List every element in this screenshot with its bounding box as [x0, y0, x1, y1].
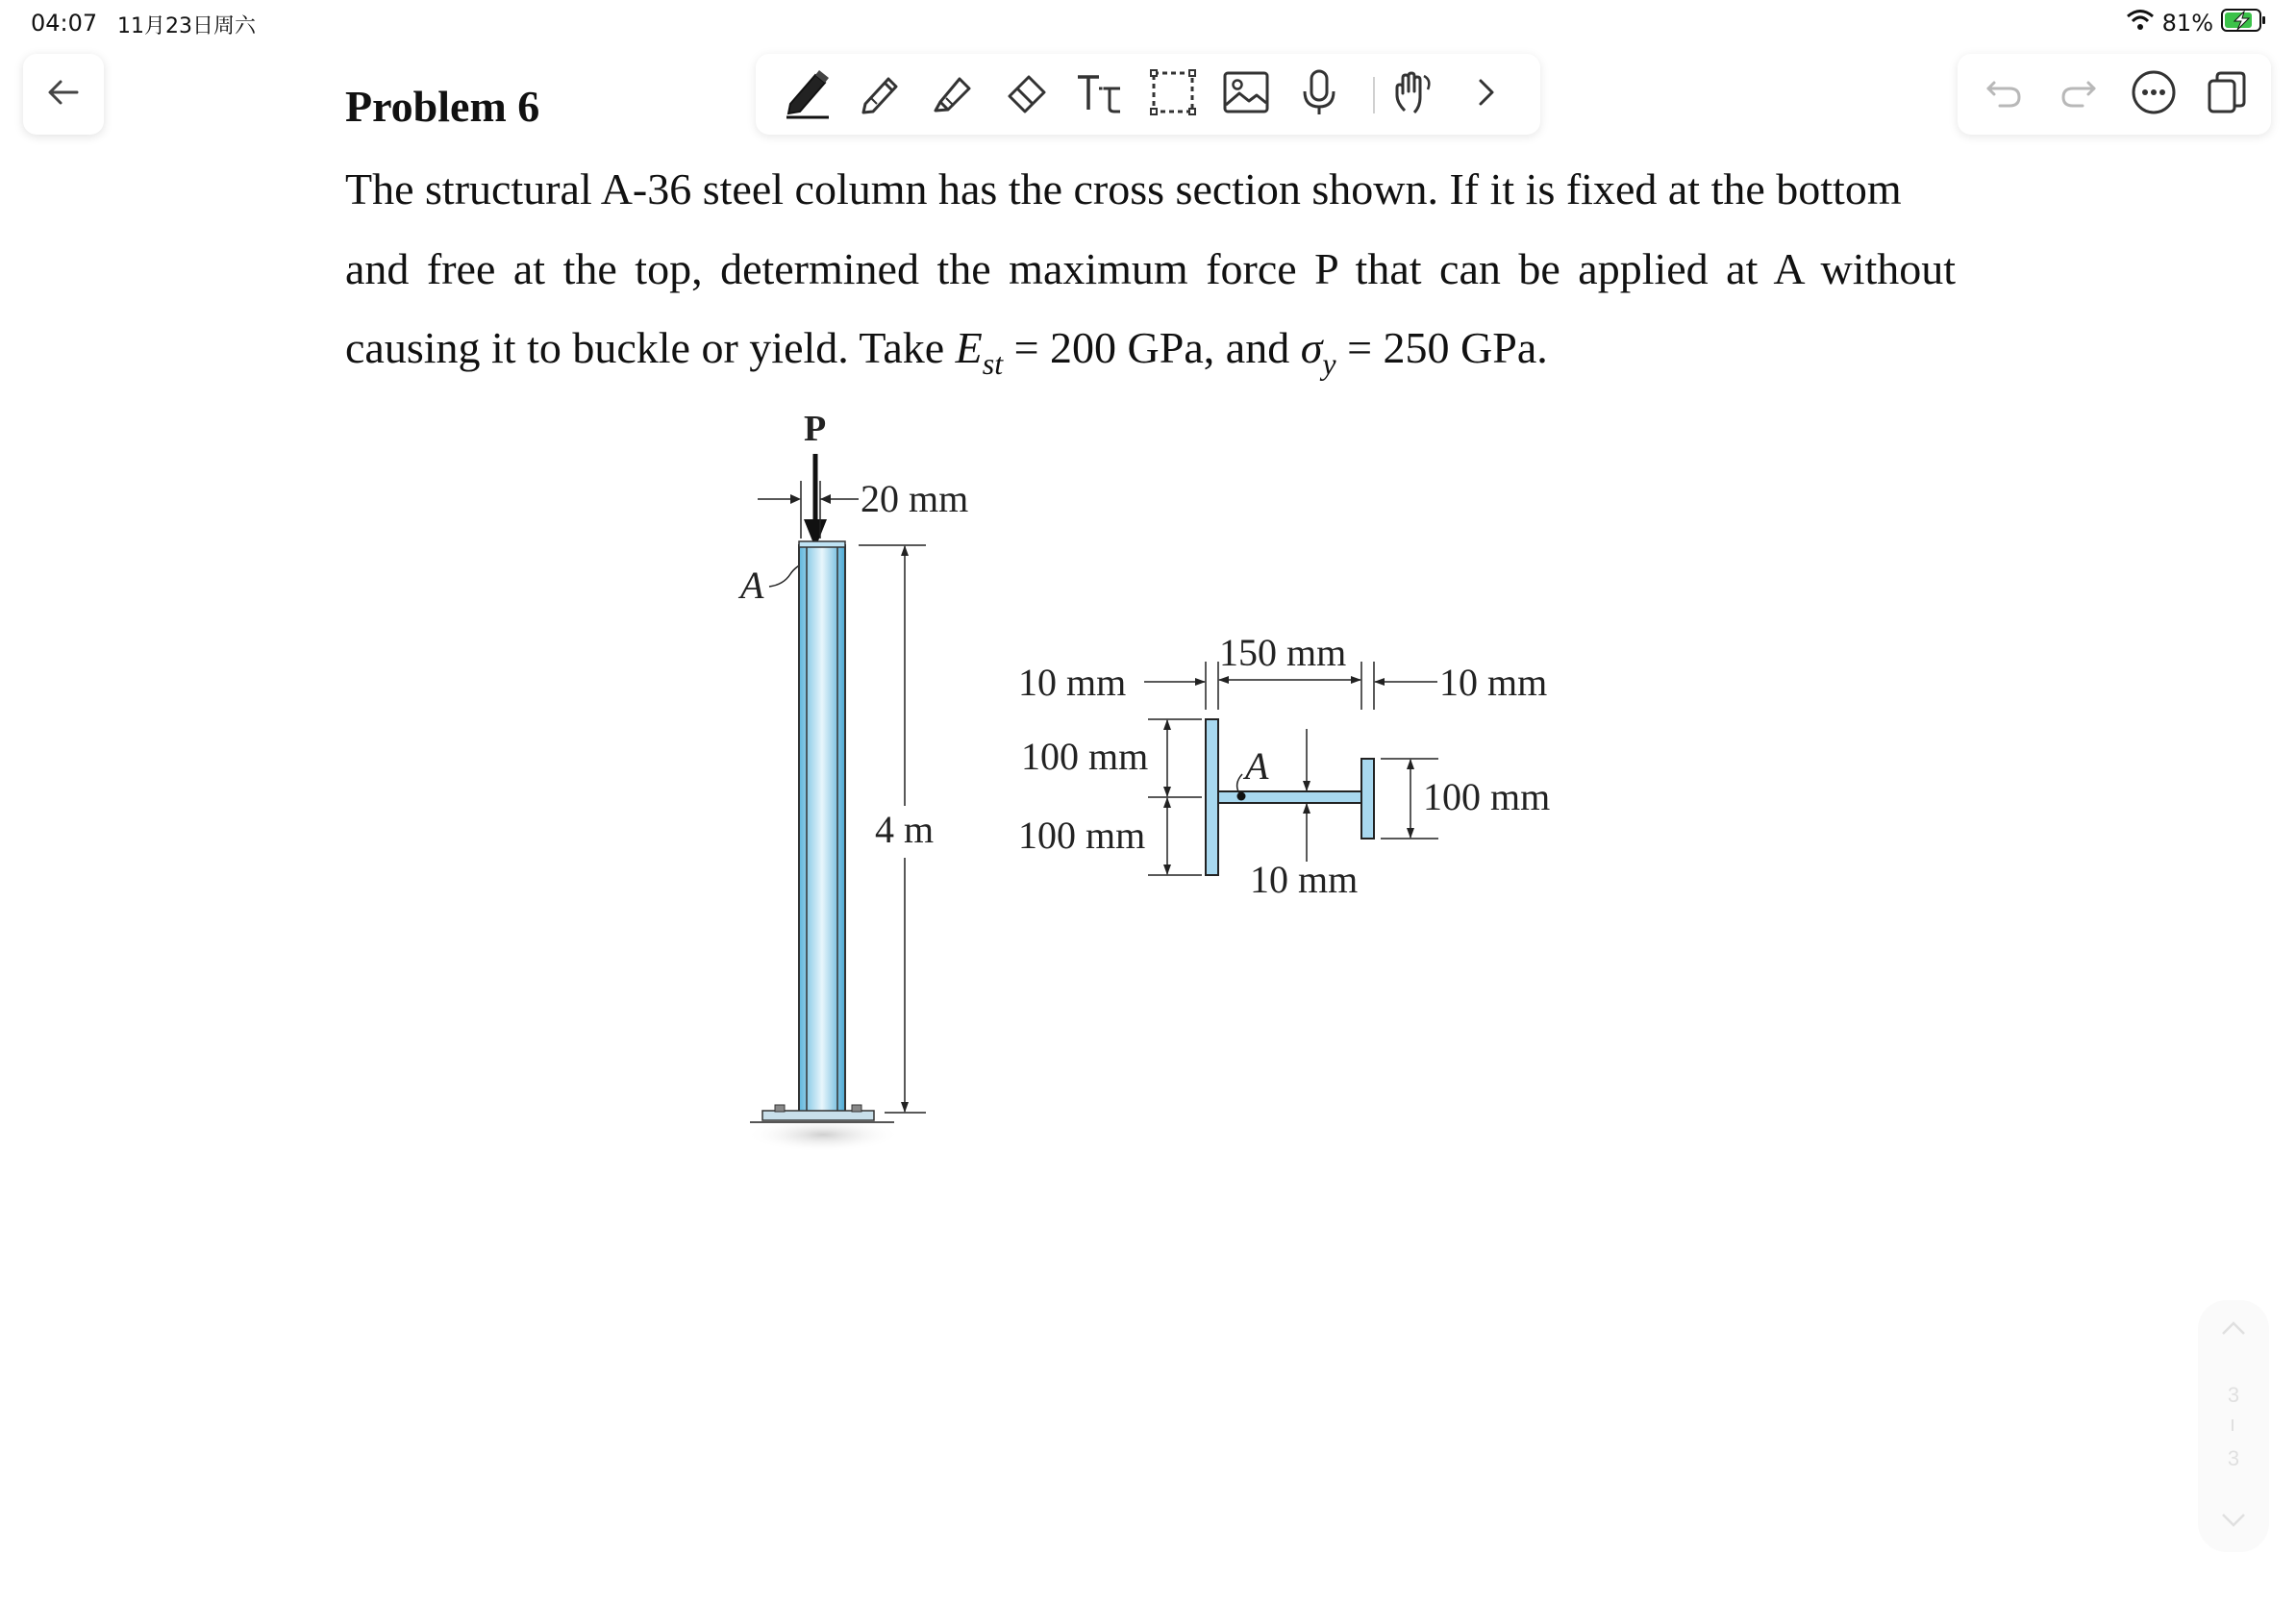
drawing-toolbar: [756, 54, 1540, 135]
web-dim-top-arrow: [1303, 781, 1310, 791]
left-thickness-label: 10 mm: [1018, 661, 1127, 704]
bolt-left: [775, 1105, 785, 1112]
equation-1: = 200 GPa, and: [1003, 323, 1301, 372]
problem-title: Problem 6: [345, 82, 540, 131]
pen-icon: [783, 65, 833, 124]
section-point-a: [1237, 792, 1246, 801]
more-options-button[interactable]: [2125, 65, 2183, 123]
undo-icon: [1984, 75, 2023, 114]
chevron-up-icon: [2219, 1324, 2248, 1341]
highlighter-tool-button[interactable]: [925, 65, 983, 123]
left-thick-arrow: [1195, 678, 1206, 686]
right-thick-arrow: [1374, 678, 1385, 686]
microphone-icon: [1300, 68, 1338, 121]
eraser-icon: [1004, 69, 1050, 120]
expand-toolbar-button[interactable]: [1458, 65, 1515, 123]
right-action-panel: [1958, 54, 2271, 135]
status-date: 11月23日周六: [117, 14, 256, 38]
right-thickness-label: 10 mm: [1439, 661, 1548, 704]
height-label: 4 m: [875, 808, 935, 851]
pencil-tool-button[interactable]: [852, 65, 910, 123]
redo-icon: [2059, 75, 2098, 114]
bolt-right: [852, 1105, 861, 1112]
web-thickness-label: 10 mm: [1250, 858, 1359, 901]
flange-width-label: 150 mm: [1219, 631, 1347, 674]
redo-button[interactable]: [2050, 65, 2108, 123]
chevron-right-icon: [1475, 75, 1498, 114]
height-arrow-bottom: [901, 1102, 909, 1113]
column-top: [799, 541, 845, 547]
toolbar-divider: [1373, 77, 1375, 113]
pages-button[interactable]: [2198, 65, 2256, 123]
lasso-select-icon: [1149, 68, 1197, 121]
page-down-button[interactable]: [2219, 1512, 2248, 1534]
page-separator: [2232, 1419, 2234, 1431]
total-pages: 3: [2227, 1446, 2240, 1470]
eraser-tool-button[interactable]: [998, 65, 1056, 123]
page-scroller[interactable]: [2198, 1300, 2269, 1552]
status-time: 04:07: [31, 10, 98, 37]
offset-label: 20 mm: [861, 477, 969, 520]
undo-button[interactable]: [1975, 65, 2033, 123]
upper-dim-arrow-top: [1163, 719, 1171, 730]
pages-icon: [2206, 69, 2248, 120]
touch-tool-button[interactable]: [1385, 65, 1442, 123]
more-icon: [2131, 69, 2177, 120]
right-dim-arrow-top: [1407, 759, 1414, 769]
upper-half-label: 100 mm: [1021, 735, 1149, 778]
lasso-tool-button[interactable]: [1144, 65, 1202, 123]
image-tool-button[interactable]: [1217, 65, 1275, 123]
right-flange-label: 100 mm: [1423, 775, 1551, 818]
text-tool-button[interactable]: [1071, 65, 1129, 123]
text-icon: [1074, 69, 1126, 120]
e-subscript: st: [982, 346, 1004, 381]
offset-arrow-right: [820, 494, 831, 504]
section-a-label: A: [1245, 744, 1269, 788]
right-dim-arrow-bottom: [1407, 828, 1414, 839]
pen-tool-button[interactable]: [779, 65, 836, 123]
image-icon: [1222, 70, 1270, 119]
current-page: 3: [2227, 1383, 2240, 1407]
equation-2: = 250 GPa.: [1335, 323, 1548, 372]
dim150-arrow-right: [1351, 676, 1361, 684]
cross-section: [1206, 719, 1374, 875]
page-up-button[interactable]: [2219, 1319, 2248, 1341]
lower-dim-arrow-bottom: [1163, 865, 1171, 875]
hand-touch-icon: [1389, 68, 1437, 121]
sigma-subscript: y: [1322, 346, 1336, 381]
sigma-symbol: σ: [1300, 323, 1323, 372]
web-dim-bottom-arrow: [1303, 803, 1310, 814]
height-arrow-top: [901, 545, 909, 556]
e-symbol: E: [955, 323, 983, 372]
dim150-arrow-left: [1218, 676, 1229, 684]
lower-dim-arrow-top: [1163, 797, 1171, 808]
pencil-icon: [858, 69, 904, 120]
line3-prefix: causing it to buckle or yield. Take: [345, 323, 956, 372]
upper-dim-arrow-bottom: [1163, 787, 1171, 797]
battery-percent: 81%: [2161, 10, 2213, 37]
left-flange: [1206, 719, 1218, 875]
right-flange: [1361, 759, 1374, 839]
problem-text-line-1: The structural A-36 steel column has the cross section shown. If it is fixed at the bottom: [345, 164, 1902, 213]
highlighter-icon: [931, 69, 977, 120]
load-label: P: [804, 409, 827, 449]
point-a-label: A: [740, 564, 764, 607]
offset-arrow-left: [790, 494, 801, 504]
problem-text-line-2: and free at the top, determined the maximum force P that can be applied at A without: [345, 244, 1957, 293]
column-body: [799, 545, 845, 1113]
lower-half-label: 100 mm: [1018, 814, 1146, 857]
chevron-down-icon: [2219, 1516, 2248, 1533]
microphone-tool-button[interactable]: [1290, 65, 1348, 123]
